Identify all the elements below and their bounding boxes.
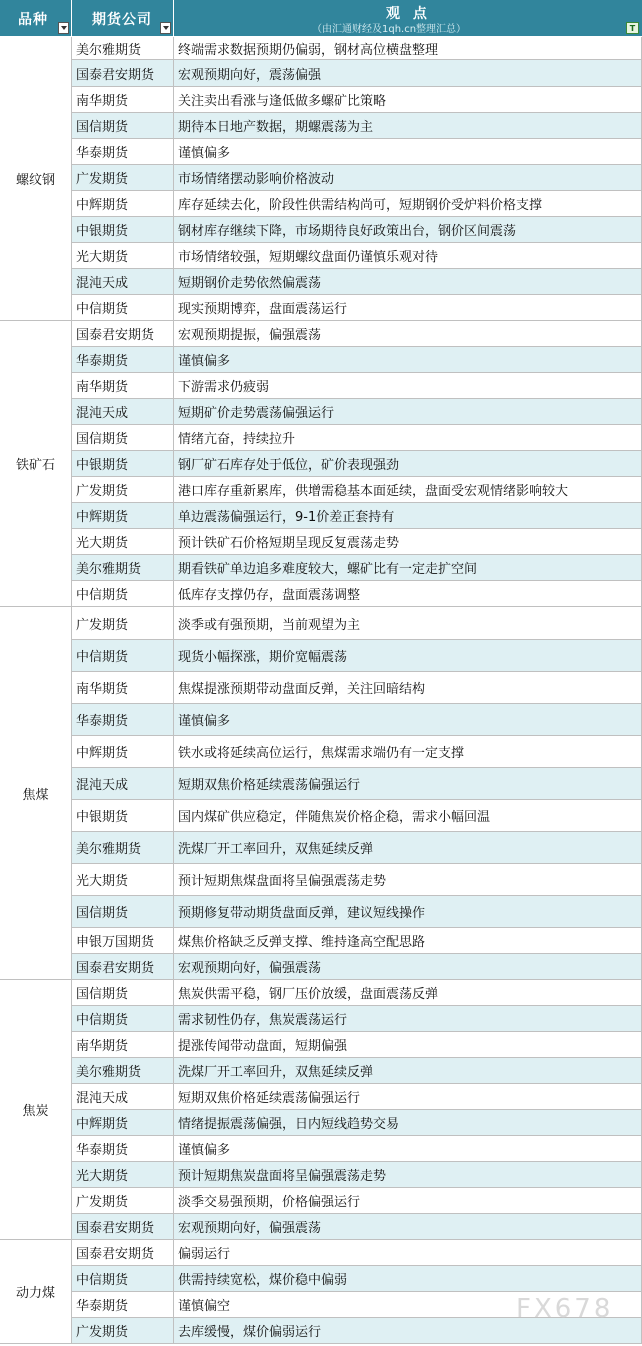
view-cell[interactable]: 短期钢价走势依然偏震荡: [174, 269, 642, 295]
company-cell[interactable]: 中辉期货: [72, 503, 174, 529]
company-cell[interactable]: 中银期货: [72, 217, 174, 243]
table-row: [72, 321, 642, 347]
table-row: [72, 555, 642, 581]
variety-cell[interactable]: 焦煤: [0, 607, 72, 980]
company-cell[interactable]: 华泰期货: [72, 347, 174, 373]
view-cell[interactable]: 市场情绪摆动影响价格波动: [174, 165, 642, 191]
company-cell[interactable]: 美尔雅期货: [72, 832, 174, 864]
header-subtitle: （由汇通财经及1qh.cn整理汇总）: [312, 24, 467, 35]
table-row: [72, 980, 642, 1006]
variety-cell[interactable]: 焦炭: [0, 980, 72, 1240]
company-cell[interactable]: 申银万国期货: [72, 928, 174, 954]
view-cell[interactable]: 谨慎偏多: [174, 139, 642, 165]
view-cell[interactable]: 单边震荡偏强运行，9-1价差正套持有: [174, 503, 642, 529]
table-row: [72, 1136, 642, 1162]
view-cell[interactable]: 短期双焦价格延续震荡偏强运行: [174, 1084, 642, 1110]
table-row: [72, 640, 642, 672]
company-cell[interactable]: 南华期货: [72, 87, 174, 113]
company-cell[interactable]: 国泰君安期货: [72, 60, 174, 87]
company-cell[interactable]: 光大期货: [72, 1162, 174, 1188]
company-cell[interactable]: 国泰君安期货: [72, 1240, 174, 1266]
view-cell[interactable]: 宏观预期提振，偏强震荡: [174, 321, 642, 347]
view-cell[interactable]: 焦煤提涨预期带动盘面反弹，关注回暗结构: [174, 672, 642, 704]
company-cell[interactable]: 广发期货: [72, 607, 174, 640]
view-cell[interactable]: 下游需求仍疲弱: [174, 373, 642, 399]
table-row: [72, 477, 642, 503]
company-cell[interactable]: 南华期货: [72, 1032, 174, 1058]
company-cell[interactable]: 广发期货: [72, 1318, 174, 1344]
company-cell[interactable]: 中信期货: [72, 295, 174, 321]
table-row: [72, 217, 642, 243]
view-cell[interactable]: 钢厂矿石库存处于低位，矿价表现强劲: [174, 451, 642, 477]
header-view-label: 观 点: [386, 6, 431, 22]
company-cell[interactable]: 国泰君安期货: [72, 321, 174, 347]
company-cell[interactable]: 中信期货: [72, 1266, 174, 1292]
variety-cell[interactable]: 螺纹钢: [0, 37, 72, 321]
table-row: [72, 954, 642, 980]
company-cell[interactable]: 中信期货: [72, 640, 174, 672]
view-cell[interactable]: 预计短期焦炭盘面将呈偏强震荡走势: [174, 1162, 642, 1188]
view-cell[interactable]: 国内煤矿供应稳定，伴随焦炭价格企稳，需求小幅回温: [174, 800, 642, 832]
view-cell[interactable]: 焦炭供需平稳，钢厂压价放缓，盘面震荡反弹: [174, 980, 642, 1006]
company-cell[interactable]: 混沌天成: [72, 1084, 174, 1110]
table-row: [72, 1240, 642, 1266]
view-cell[interactable]: 淡季交易强预期，价格偏强运行: [174, 1188, 642, 1214]
table-row: [72, 800, 642, 832]
view-cell[interactable]: 煤焦价格缺乏反弹支撑、维持逢高空配思路: [174, 928, 642, 954]
company-cell[interactable]: 光大期货: [72, 864, 174, 896]
table-row: [72, 269, 642, 295]
company-cell[interactable]: 广发期货: [72, 477, 174, 503]
view-cell[interactable]: 洗煤厂开工率回升，双焦延续反弹: [174, 832, 642, 864]
company-cell[interactable]: 中辉期货: [72, 1110, 174, 1136]
table-row: [72, 736, 642, 768]
table-row: [72, 451, 642, 477]
table-row: [72, 607, 642, 640]
company-cell[interactable]: 中银期货: [72, 451, 174, 477]
view-cell[interactable]: 洗煤厂开工率回升，双焦延续反弹: [174, 1058, 642, 1084]
table-row: [72, 191, 642, 217]
table-row: [72, 1058, 642, 1084]
company-cell[interactable]: 美尔雅期货: [72, 555, 174, 581]
table-row: [72, 896, 642, 928]
variety-cell[interactable]: 动力煤: [0, 1240, 72, 1344]
table-row: [72, 113, 642, 139]
table-row: [72, 1110, 642, 1136]
view-cell[interactable]: 需求韧性仍存，焦炭震荡运行: [174, 1006, 642, 1032]
company-cell[interactable]: 华泰期货: [72, 139, 174, 165]
view-cell[interactable]: 去库缓慢，煤价偏弱运行: [174, 1318, 642, 1344]
view-cell[interactable]: 钢材库存继续下降，市场期待良好政策出台，钢价区间震荡: [174, 217, 642, 243]
table-row: [72, 87, 642, 113]
filter-dropdown-icon[interactable]: [58, 22, 69, 34]
company-cell[interactable]: 国信期货: [72, 980, 174, 1006]
company-cell[interactable]: 国泰君安期货: [72, 1214, 174, 1240]
view-cell[interactable]: 期待本日地产数据，期螺震荡为主: [174, 113, 642, 139]
table-row: [72, 37, 642, 60]
table-row: [72, 1266, 642, 1292]
view-cell[interactable]: 低库存支撑仍存，盘面震荡调整: [174, 581, 642, 607]
company-cell[interactable]: 南华期货: [72, 672, 174, 704]
variety-cell[interactable]: 铁矿石: [0, 321, 72, 607]
company-cell[interactable]: 中辉期货: [72, 191, 174, 217]
company-cell[interactable]: 中银期货: [72, 800, 174, 832]
table-row: [72, 768, 642, 800]
table-row: [72, 373, 642, 399]
view-cell[interactable]: 谨慎偏多: [174, 347, 642, 373]
company-cell[interactable]: 广发期货: [72, 1188, 174, 1214]
view-cell[interactable]: 现实预期博弈，盘面震荡运行: [174, 295, 642, 321]
view-cell[interactable]: 期看铁矿单边追多难度较大，螺矿比有一定走扩空间: [174, 555, 642, 581]
table-row: [72, 399, 642, 425]
header-company-label: 期货公司: [92, 12, 152, 28]
view-cell[interactable]: 预计短期焦煤盘面将呈偏强震荡走势: [174, 864, 642, 896]
table-row: [72, 529, 642, 555]
table-row: [72, 1006, 642, 1032]
table-row: [72, 139, 642, 165]
table-row: [72, 832, 642, 864]
header-company: [72, 0, 174, 36]
view-cell[interactable]: 终端需求数据预期仍偏弱，钢材高位横盘整理: [174, 37, 642, 60]
table-row: [72, 704, 642, 736]
view-cell[interactable]: 情绪提振震荡偏强，日内短线趋势交易: [174, 1110, 642, 1136]
table-row: [72, 1032, 642, 1058]
table-row: [72, 347, 642, 373]
table-row: [72, 1162, 642, 1188]
view-cell[interactable]: 库存延续去化，阶段性供需结构尚可，短期钢价受炉料价格支撑: [174, 191, 642, 217]
company-cell[interactable]: 华泰期货: [72, 1292, 174, 1318]
table-row: [72, 1214, 642, 1240]
view-cell[interactable]: 偏弱运行: [174, 1240, 642, 1266]
table-row: [72, 864, 642, 896]
company-cell[interactable]: 国信期货: [72, 425, 174, 451]
view-cell[interactable]: 宏观预期向好，偏强震荡: [174, 954, 642, 980]
table-row: [72, 928, 642, 954]
view-cell[interactable]: 预期修复带动期货盘面反弹，建议短线操作: [174, 896, 642, 928]
view-cell[interactable]: 宏观预期向好，偏强震荡: [174, 1214, 642, 1240]
view-cell[interactable]: 提涨传闻带动盘面，短期偏强: [174, 1032, 642, 1058]
company-cell[interactable]: 南华期货: [72, 373, 174, 399]
company-cell[interactable]: 国泰君安期货: [72, 954, 174, 980]
table-row: [72, 60, 642, 87]
table-row: [72, 165, 642, 191]
company-cell[interactable]: 华泰期货: [72, 704, 174, 736]
table-row: [72, 581, 642, 607]
company-cell[interactable]: 美尔雅期货: [72, 37, 174, 60]
company-cell[interactable]: 混沌天成: [72, 399, 174, 425]
header-variety-label: 品种: [18, 12, 48, 28]
view-cell[interactable]: 市场情绪较强，短期螺纹盘面仍谨慎乐观对待: [174, 243, 642, 269]
view-cell[interactable]: 谨慎偏多: [174, 704, 642, 736]
table-row: [72, 243, 642, 269]
view-cell[interactable]: 淡季或有强预期，当前观望为主: [174, 607, 642, 640]
table-row: [72, 295, 642, 321]
view-cell[interactable]: 关注卖出看涨与逢低做多螺矿比策略: [174, 87, 642, 113]
company-cell[interactable]: 中信期货: [72, 581, 174, 607]
view-cell[interactable]: 短期双焦价格延续震荡偏强运行: [174, 768, 642, 800]
header-view: [174, 0, 642, 36]
t-badge-icon[interactable]: T: [626, 22, 639, 34]
table-row: [72, 672, 642, 704]
view-cell[interactable]: 谨慎偏空: [174, 1292, 642, 1318]
view-cell[interactable]: 宏观预期向好，震荡偏强: [174, 60, 642, 87]
company-cell[interactable]: 广发期货: [72, 165, 174, 191]
company-cell[interactable]: 光大期货: [72, 529, 174, 555]
table-row: [72, 425, 642, 451]
view-cell[interactable]: 港口库存重新累库，供增需稳基本面延续，盘面受宏观情绪影响较大: [174, 477, 642, 503]
header-variety: [0, 0, 72, 36]
company-cell[interactable]: 华泰期货: [72, 1136, 174, 1162]
company-cell[interactable]: 美尔雅期货: [72, 1058, 174, 1084]
company-cell[interactable]: 国信期货: [72, 896, 174, 928]
view-cell[interactable]: 铁水或将延续高位运行，焦煤需求端仍有一定支撑: [174, 736, 642, 768]
view-cell[interactable]: 短期矿价走势震荡偏强运行: [174, 399, 642, 425]
company-cell[interactable]: 国信期货: [72, 113, 174, 139]
company-cell[interactable]: 中辉期货: [72, 736, 174, 768]
company-cell[interactable]: 混沌天成: [72, 269, 174, 295]
company-cell[interactable]: 混沌天成: [72, 768, 174, 800]
view-cell[interactable]: 谨慎偏多: [174, 1136, 642, 1162]
table-row: [72, 1188, 642, 1214]
watermark: FX678: [516, 1294, 614, 1324]
view-cell[interactable]: 预计铁矿石价格短期呈现反复震荡走势: [174, 529, 642, 555]
company-cell[interactable]: 光大期货: [72, 243, 174, 269]
view-cell[interactable]: 情绪亢奋，持续拉升: [174, 425, 642, 451]
table-row: [72, 503, 642, 529]
filter-dropdown-icon[interactable]: [160, 22, 171, 34]
view-cell[interactable]: 供需持续宽松，煤价稳中偏弱: [174, 1266, 642, 1292]
company-cell[interactable]: 中信期货: [72, 1006, 174, 1032]
view-cell[interactable]: 现货小幅探涨，期价宽幅震荡: [174, 640, 642, 672]
table-row: [72, 1084, 642, 1110]
